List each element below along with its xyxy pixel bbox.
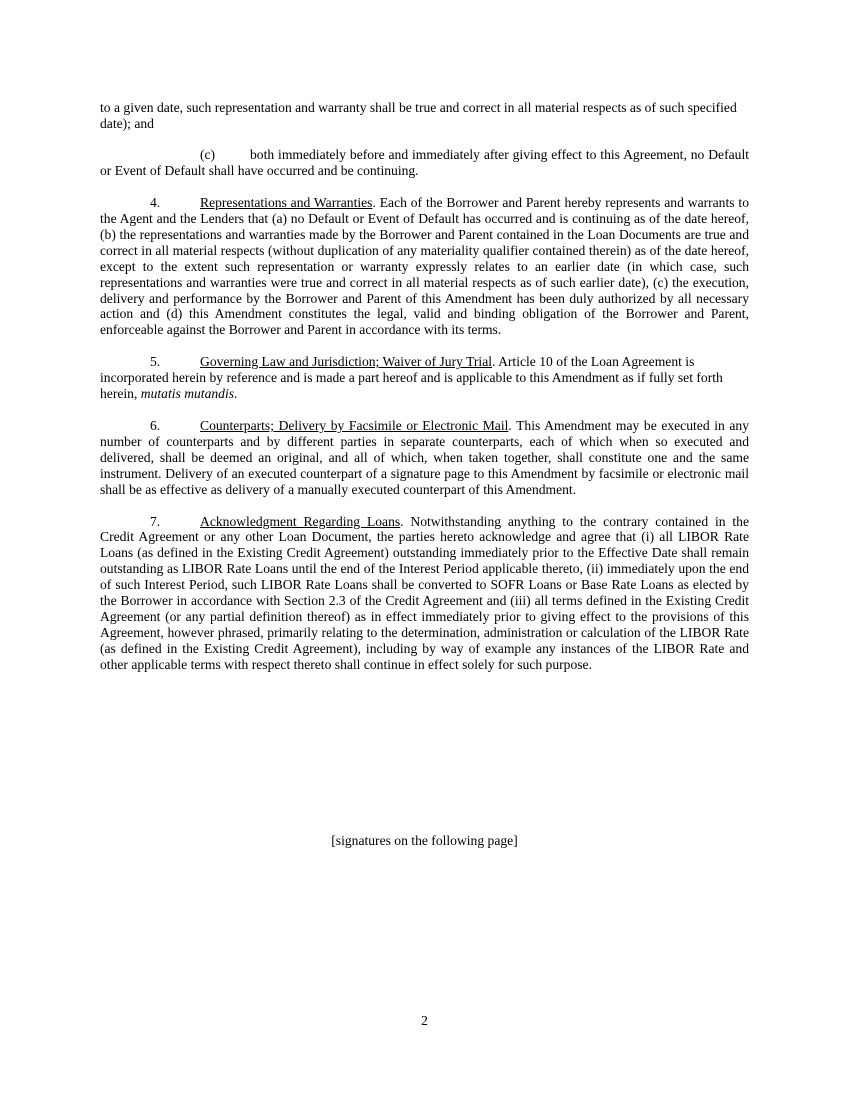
section-4-heading-punct: . xyxy=(372,195,376,211)
continuation-paragraph: to a given date, such representation and warranty shall be true and correct in all material respects as of such specified date); and xyxy=(100,100,737,131)
page-number: 2 xyxy=(421,1013,428,1028)
section-6-body: This Amendment may be executed in any number of counterparts and by different parties in separate counterparts, each of which when so executed and delivered, shall be deemed an original, and all of which, when taken together, shall constitute one and the same instrument. Delivery of an executed counterpart of a signature page to this Amendment by facsimile or electronic mail shall be as effective as delivery of a manually executed counterpart of this Amendment. xyxy=(100,418,749,497)
section-4-number: 4. xyxy=(150,195,161,211)
section-5-body-end: . xyxy=(234,386,238,402)
section-4 xyxy=(100,195,749,338)
section-7-heading: Acknowledgment Regarding Loans xyxy=(200,513,401,529)
document-page xyxy=(100,100,749,689)
section-5-heading: Governing Law and Jurisdiction; Waiver of Jury Trial xyxy=(200,354,493,370)
section-7 xyxy=(100,514,749,673)
section-6 xyxy=(100,418,749,498)
item-c-paragraph xyxy=(100,147,749,179)
section-5 xyxy=(100,354,749,402)
signature-note: [signatures on the following page] xyxy=(331,833,518,848)
section-7-body: Notwithstanding anything to the contrary contained in the Credit Agreement or any other Loan Document, the parties hereto acknowledge and agree that (i) all LIBOR Rate Loans (as defined in the Existing Credit Agreement) outstanding immediately prior to the Effective Date shall remain outstanding as LIBOR Rate Loans until the end of the Interest Period applicable thereto, (ii) immediately upon the end of such Interest Period, such LIBOR Rate Loans shall be converted to SOFR Loans or Base Rate Loans as elected by the Borrower in accordance with Section 2.3 of the Credit Agreement and (iii) all terms defined in the Existing Credit Agreement (or any partial definition thereof) as in effect immediately prior to giving effect to the provisions of this Agreement, however phrased, primarily relating to the determination, administration or calculation of the LIBOR Rate (as defined in the Existing Credit Agreement), including by way of example any instances of the LIBOR Rate and other applicable terms with respect thereto shall continue in effect solely for such purpose. xyxy=(100,513,749,672)
item-c-label: (c) xyxy=(200,147,216,163)
section-6-heading: Counterparts; Delivery by Facsimile or Electronic Mail xyxy=(200,418,509,433)
section-7-number: 7. xyxy=(150,513,161,529)
section-7-heading-punct: . xyxy=(400,513,404,529)
section-4-heading: Representations and Warranties xyxy=(200,195,373,211)
section-5-body: Article 10 of the Loan Agreement is incorporated herein by reference and is made a part hereof and is applicable to this Amendment as if fully set forth herein, xyxy=(100,354,723,402)
section-5-body-italic: mutatis mutandis xyxy=(140,386,235,402)
section-6-heading-punct: . xyxy=(508,418,512,433)
section-4-body: Each of the Borrower and Parent hereby represents and warrants to the Agent and the Lenders that (a) no Default or Event of Default has occurred and is continuing as of the date hereof, (b) the representations and warranties made by the Borrower and Parent contained in the Loan Documents are true and correct in all material respects (without duplication of any materiality qualifier contained therein) as of the date hereof, except to the extent such representation or warranty expressly relates to an earlier date (in which case, such representations and warranties were true and correct in all material respects as of such earlier date), (c) the execution, delivery and performance by the Borrower and Parent of this Amendment has been duly authorized by all necessary action and (d) this Amendment constitutes the legal, valid and binding obligation of the Borrower and Parent, enforceable against the Borrower and Parent in accordance with its terms. xyxy=(100,195,749,338)
item-c-text: both immediately before and immediately after giving effect to this Agreement, no Default or Event of Default shall have occurred and be continuing. xyxy=(100,147,749,179)
section-6-number: 6. xyxy=(150,418,161,433)
section-5-heading-punct: . xyxy=(492,354,496,370)
section-5-number: 5. xyxy=(150,354,161,370)
